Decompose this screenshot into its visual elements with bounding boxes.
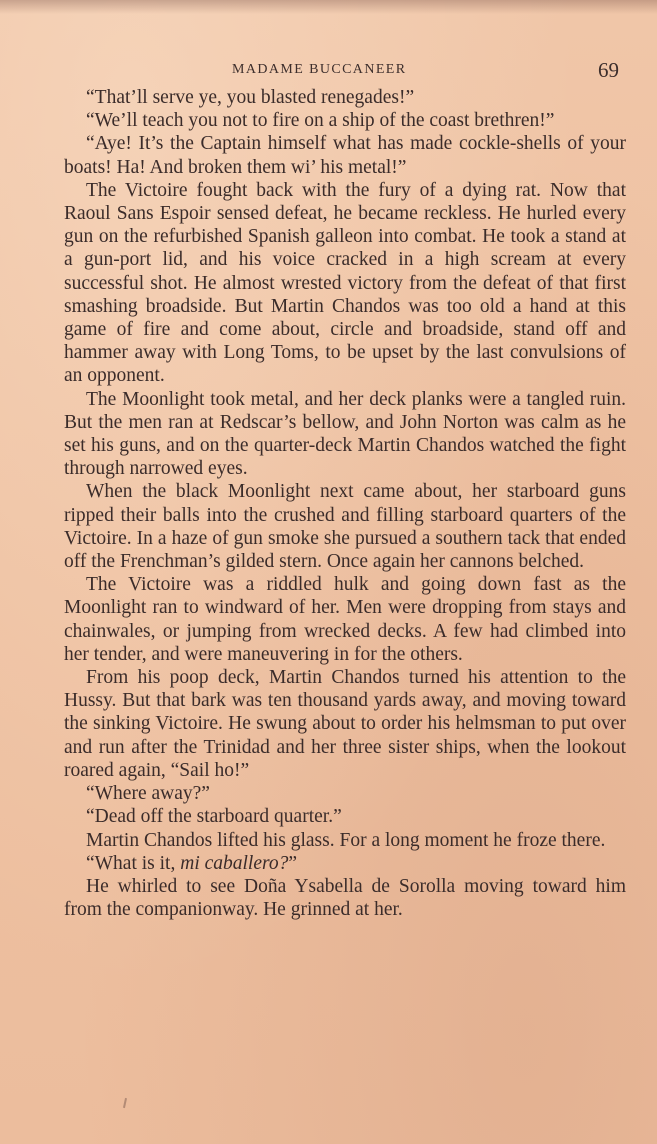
- body-text: [64, 86, 626, 921]
- paragraph: The Moonlight took metal, and her deck planks were a tangled ruin. But the men ran at Redscar’s bellow, and John Norton was calm as he set his guns, and on the quarter-deck Martin Chandos watched the fight through narrowed eyes.: [64, 388, 626, 480]
- page-number: 69: [598, 58, 619, 82]
- paragraph: “Dead off the starboard quarter.”: [86, 806, 342, 828]
- running-title: MADAME BUCCANEER: [232, 62, 407, 77]
- paragraph: “Where away?”: [86, 783, 210, 805]
- paragraph: “We’ll teach you not to fire on a ship of the coast brethren!”: [86, 110, 555, 132]
- paragraph: “That’ll serve ye, you blasted renegades!”: [86, 87, 415, 108]
- dialogue-italic: mi caballero?: [180, 852, 289, 874]
- paragraph: Martin Chandos lifted his glass. For a long moment he froze there.: [86, 829, 606, 851]
- running-head: [0, 58, 657, 84]
- paragraph: From his poop deck, Martin Chandos turned his attention to the Hussy. But that bark was ten thousand yards away, and moving toward the sinking Victoire. He swung about to order his helmsman to put over and run after the Trinidad and her three sister ships, when the lookout roared again, “Sail ho!”: [64, 667, 626, 781]
- paragraph: The Victoire fought back with the fury of a dying rat. Now that Raoul Sans Espoir sensed defeat, he became reckless. He hurled every gun on the refurbished Spanish galleon into combat. He took a stand at a gun-port lid, and his voice cracked in a high scream at every successful shot. He almost wrested victory from the defeat of that first smashing broadside. But Martin Chandos was too old a hand at this game of fire and come about, circle and broadside, stand off and hammer away with Long Toms, to be upset by the last convulsions of an opponent.: [64, 179, 626, 387]
- dialogue-paragraph: [64, 852, 626, 875]
- paragraph: He whirled to see Doña Ysabella de Sorolla moving toward him from the companionway. He grinned at her.: [64, 875, 626, 921]
- paragraph: When the black Moonlight next came about, her starboard guns ripped their balls into the crushed and filling starboard quarters of the Victoire. In a haze of gun smoke she pursued a southern tack that ended off the Frenchman’s gilded stern. Once again her cannons belched.: [64, 481, 626, 573]
- dialogue-before: “What is it,: [86, 852, 181, 874]
- paragraph: The Victoire was a riddled hulk and going down fast as the Moonlight ran to windward of her. Men were dropping from stays and chainwales, or jumping from wrecked decks. A few had climbed into her tender, and were maneuvering in for the others.: [64, 574, 626, 665]
- dialogue-after: ”: [288, 852, 298, 874]
- page-top-edge: [0, 0, 657, 14]
- paragraph: “Aye! It’s the Captain himself what has made cockle-shells of your boats! Ha! And broken them wi’ his metal!”: [64, 133, 626, 178]
- pencil-mark: [123, 1098, 127, 1108]
